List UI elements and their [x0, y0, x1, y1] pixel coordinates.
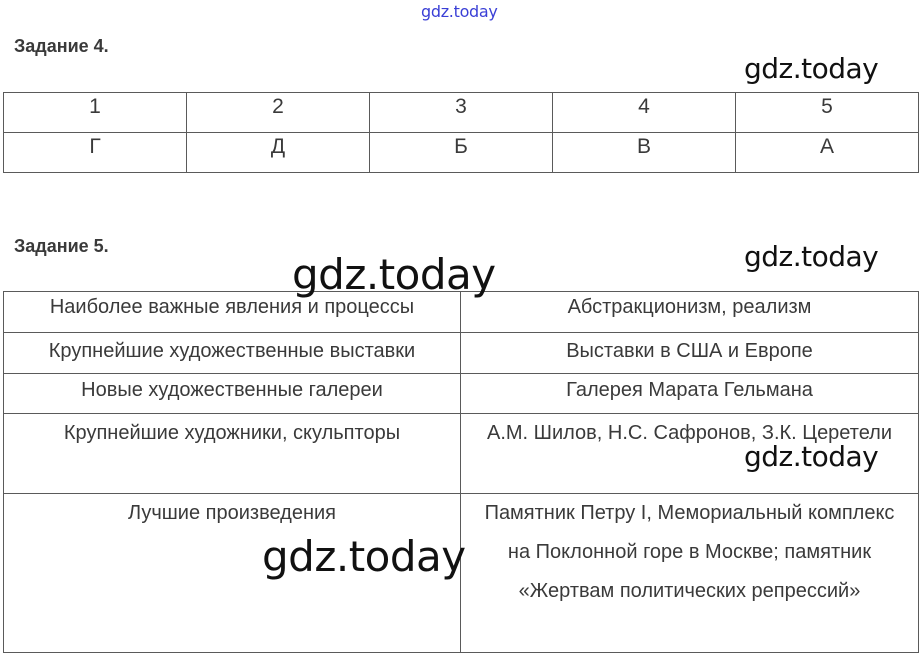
task4-cell-number: 3	[370, 93, 553, 133]
task4-cell-answer: В	[553, 133, 736, 173]
task5-cell-answer: А.М. Шилов, Н.С. Сафронов, З.К. Церетели	[461, 414, 919, 494]
task5-cell-category: Крупнейшие художественные выставки	[4, 333, 461, 374]
task5-cell-category: Наиболее важные явления и процессы	[4, 292, 461, 333]
task4-cell-answer: Г	[4, 133, 187, 173]
task5-cell-answer: Выставки в США и Европе	[461, 333, 919, 374]
task5-cell-answer: Памятник Петру I, Мемориальный комплекс на Поклонной горе в Москве; памятник «Жертвам политических репрессий»	[461, 494, 919, 653]
task4-cell-answer: Б	[370, 133, 553, 173]
watermark-big-2: gdz.today	[262, 532, 466, 581]
task4-cell-number: 4	[553, 93, 736, 133]
task4-cell-number: 5	[736, 93, 919, 133]
watermark-big-1: gdz.today	[292, 250, 496, 299]
task4-heading: Задание 4.	[14, 36, 109, 56]
task5-cell-category: Новые художественные галереи	[4, 374, 461, 414]
task4-cell-number: 1	[4, 93, 187, 133]
task5-cell-answer: Абстракционизм, реализм	[461, 292, 919, 333]
task5-cell-answer: Галерея Марата Гельмана	[461, 374, 919, 414]
task4-cell-answer: Д	[187, 133, 370, 173]
task5-cell-category: Крупнейшие художники, скульпторы	[4, 414, 461, 494]
task5-heading: Задание 5.	[14, 236, 109, 256]
watermark-right-3: gdz.today	[744, 440, 879, 473]
task4-answer-row	[4, 133, 919, 173]
watermark-top: gdz.today	[421, 2, 498, 21]
task4-cell-answer: А	[736, 133, 919, 173]
table-row	[4, 333, 919, 374]
task4-header-row	[4, 93, 919, 133]
task4-cell-number: 2	[187, 93, 370, 133]
task4-table	[3, 92, 919, 173]
task5-cell-category: Лучшие произведения	[4, 494, 461, 653]
watermark-right-1: gdz.today	[744, 52, 879, 85]
table-row	[4, 374, 919, 414]
watermark-right-2: gdz.today	[744, 240, 879, 273]
